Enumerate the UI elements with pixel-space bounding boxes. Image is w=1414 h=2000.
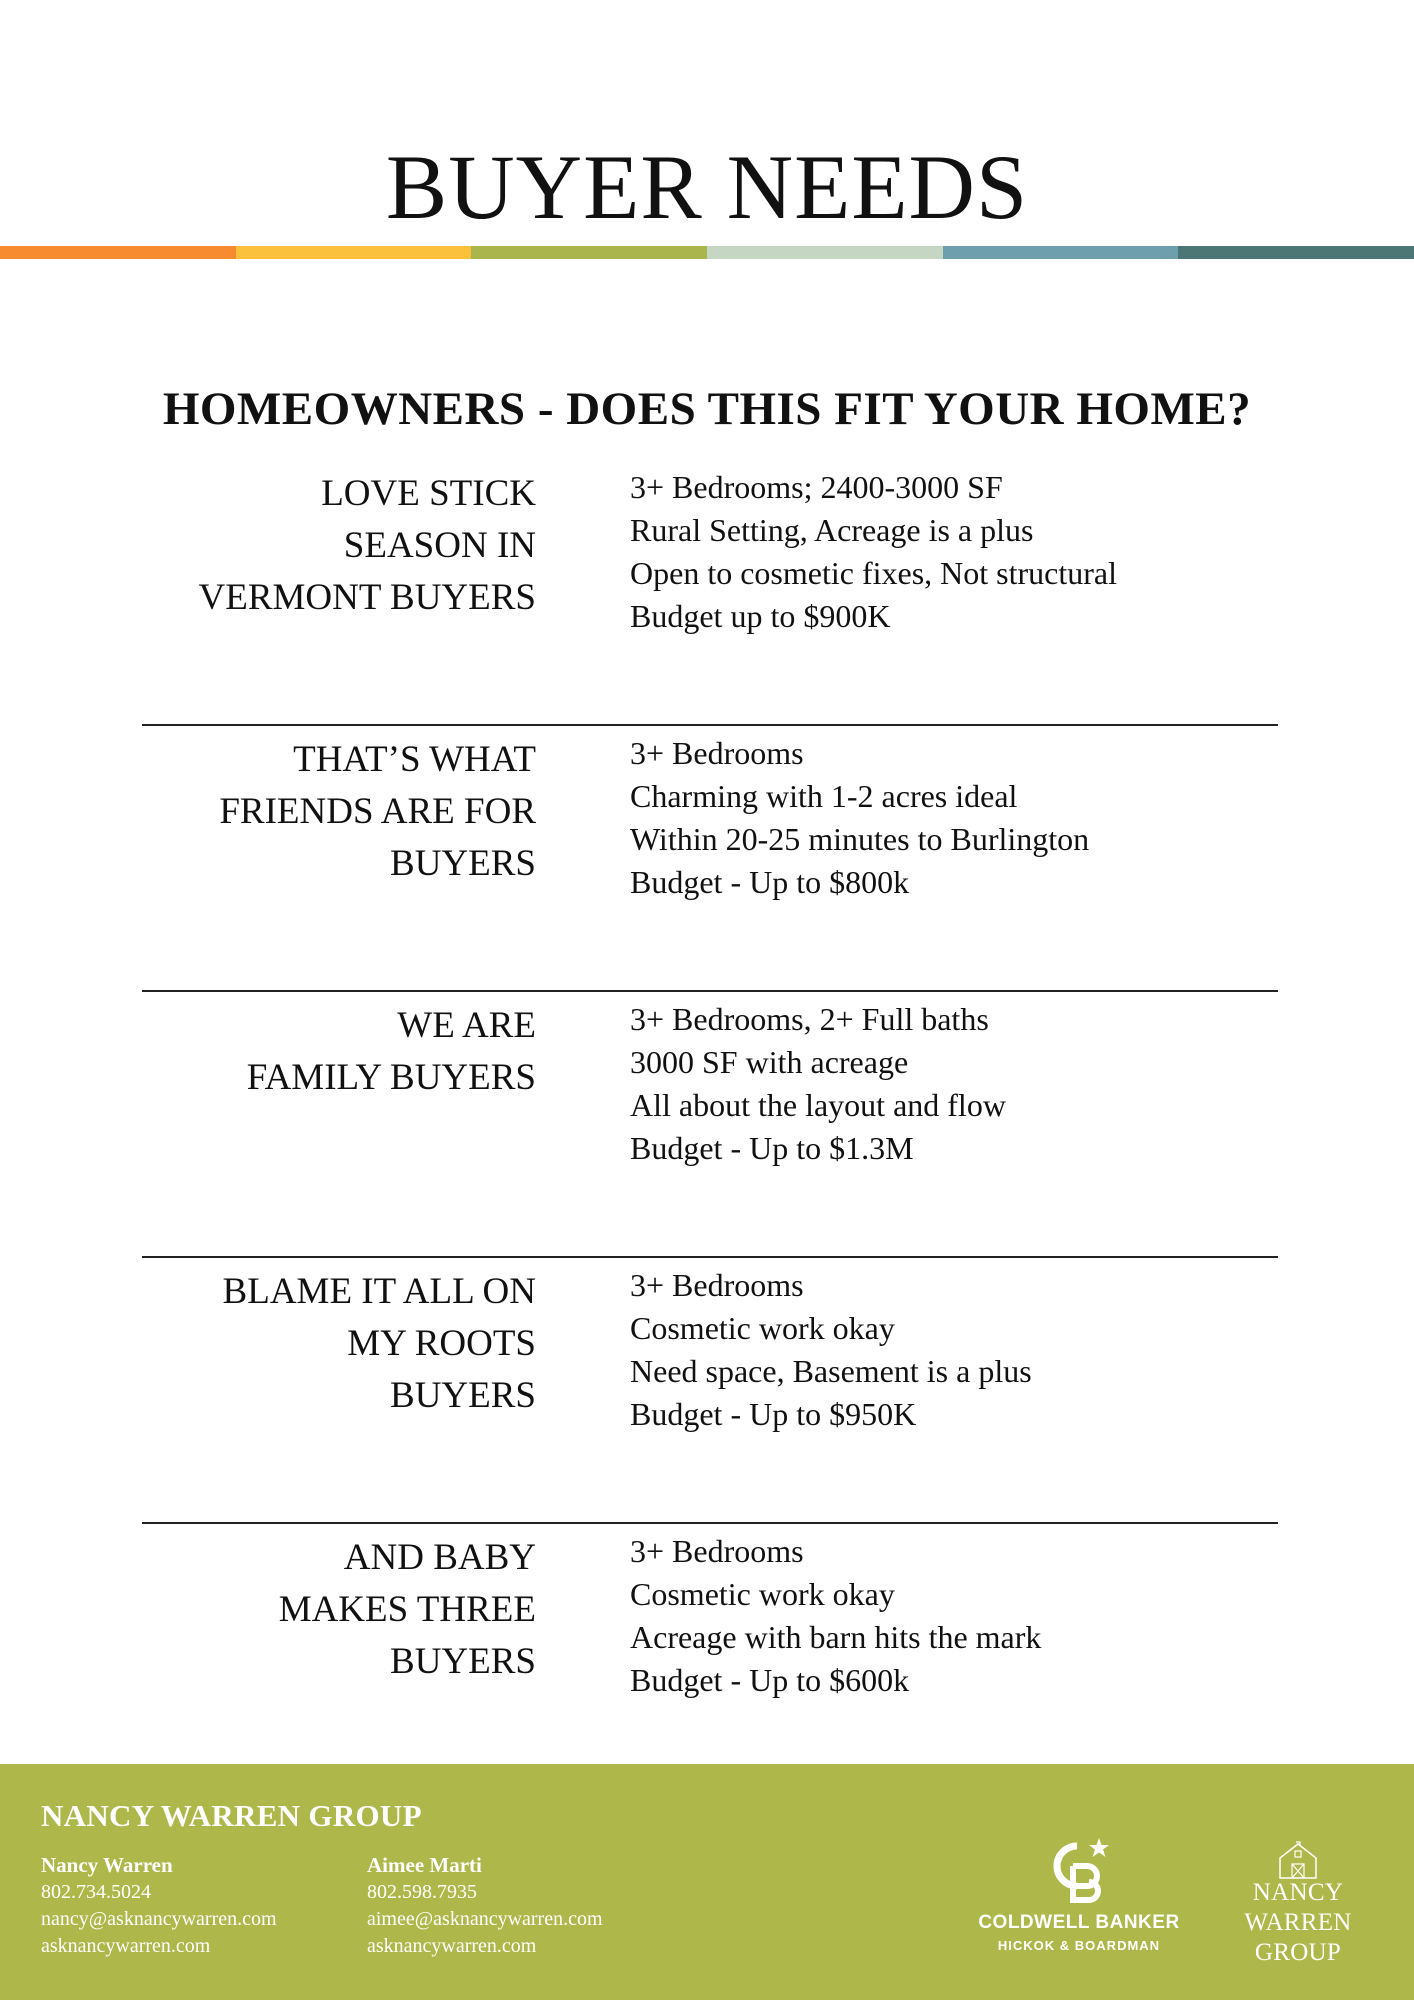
buyer-label: LOVE STICK SEASON IN VERMONT BUYERS xyxy=(198,473,536,618)
cb-monogram-icon xyxy=(1043,1836,1115,1908)
need-item: 3+ Bedrooms xyxy=(630,1533,804,1569)
contact-card xyxy=(367,1852,603,1960)
need-item: Budget - Up to $800k xyxy=(630,864,910,900)
need-item: Acreage with barn hits the mark xyxy=(630,1619,1042,1655)
buyer-row xyxy=(142,1524,1278,1788)
buyer-needs xyxy=(630,1264,1278,1436)
buyer-label: BLAME IT ALL ON MY ROOTS BUYERS xyxy=(222,1271,536,1416)
need-item: Within 20-25 minutes to Burlington xyxy=(630,821,1090,857)
contact-card xyxy=(41,1852,277,1960)
need-item: Budget - Up to $1.3M xyxy=(630,1130,914,1166)
contact-website[interactable]: asknancywarren.com xyxy=(41,1935,211,1957)
stripe-segment xyxy=(943,246,1179,259)
buyer-needs xyxy=(630,466,1278,638)
buyer-label: THAT’S WHAT FRIENDS ARE FOR BUYERS xyxy=(219,739,536,884)
need-item: 3+ Bedrooms xyxy=(630,735,804,771)
color-stripe xyxy=(0,246,1414,259)
buyer-needs xyxy=(630,732,1278,904)
subtitle: HOMEOWNERS - DOES THIS FIT YOUR HOME? xyxy=(162,383,1252,435)
brokerage-sub: HICKOK & BOARDMAN xyxy=(997,1938,1161,1953)
buyer-row xyxy=(142,1258,1278,1524)
stripe-segment xyxy=(471,246,707,259)
buyer-row xyxy=(142,992,1278,1258)
need-item: Budget up to $900K xyxy=(630,598,891,634)
contact-email[interactable]: nancy@asknancywarren.com xyxy=(41,1908,277,1930)
buyer-label: AND BABY MAKES THREE BUYERS xyxy=(278,1537,536,1682)
buyer-needs xyxy=(630,1530,1278,1702)
buyer-label: WE ARE FAMILY BUYERS xyxy=(246,1005,536,1098)
stripe-segment xyxy=(0,246,236,259)
buyer-row xyxy=(142,460,1278,726)
group-logo-text: NANCY WARREN GROUP xyxy=(1244,1879,1352,1966)
contact-name: Aimee Marti xyxy=(367,1853,482,1877)
need-item: 3+ Bedrooms, 2+ Full baths xyxy=(630,1001,989,1037)
stripe-segment xyxy=(707,246,943,259)
contact-phone[interactable]: 802.734.5024 xyxy=(41,1881,151,1903)
need-item: Budget - Up to $950K xyxy=(630,1396,917,1432)
need-item: Charming with 1-2 acres ideal xyxy=(630,778,1018,814)
need-item: Cosmetic work okay xyxy=(630,1310,895,1346)
contact-phone[interactable]: 802.598.7935 xyxy=(367,1881,477,1903)
contact-email[interactable]: aimee@asknancywarren.com xyxy=(367,1908,603,1930)
footer xyxy=(0,1764,1414,2000)
barn-icon xyxy=(1274,1840,1322,1880)
need-item: Open to cosmetic fixes, Not structural xyxy=(630,555,1117,591)
need-item: Cosmetic work okay xyxy=(630,1576,895,1612)
need-item: Rural Setting, Acreage is a plus xyxy=(630,512,1034,548)
need-item: 3+ Bedrooms; 2400-3000 SF xyxy=(630,469,1003,505)
buyer-list xyxy=(142,460,1278,1788)
stripe-segment xyxy=(1178,246,1414,259)
footer-group-name: NANCY WARREN GROUP xyxy=(41,1798,422,1833)
page-title: BUYER NEEDS xyxy=(385,135,1029,238)
need-item: Need space, Basement is a plus xyxy=(630,1353,1032,1389)
need-item: 3000 SF with acreage xyxy=(630,1044,909,1080)
brokerage-name: COLDWELL BANKER xyxy=(978,1912,1180,1933)
contact-website[interactable]: asknancywarren.com xyxy=(367,1935,537,1957)
contact-name: Nancy Warren xyxy=(41,1853,173,1877)
need-item: 3+ Bedrooms xyxy=(630,1267,804,1303)
buyer-needs xyxy=(630,998,1278,1170)
need-item: Budget - Up to $600k xyxy=(630,1662,910,1698)
stripe-segment xyxy=(236,246,472,259)
nancy-warren-group-logo xyxy=(1198,1840,1398,1968)
buyer-row xyxy=(142,726,1278,992)
need-item: All about the layout and flow xyxy=(630,1087,1006,1123)
coldwell-banker-logo xyxy=(970,1836,1188,1966)
